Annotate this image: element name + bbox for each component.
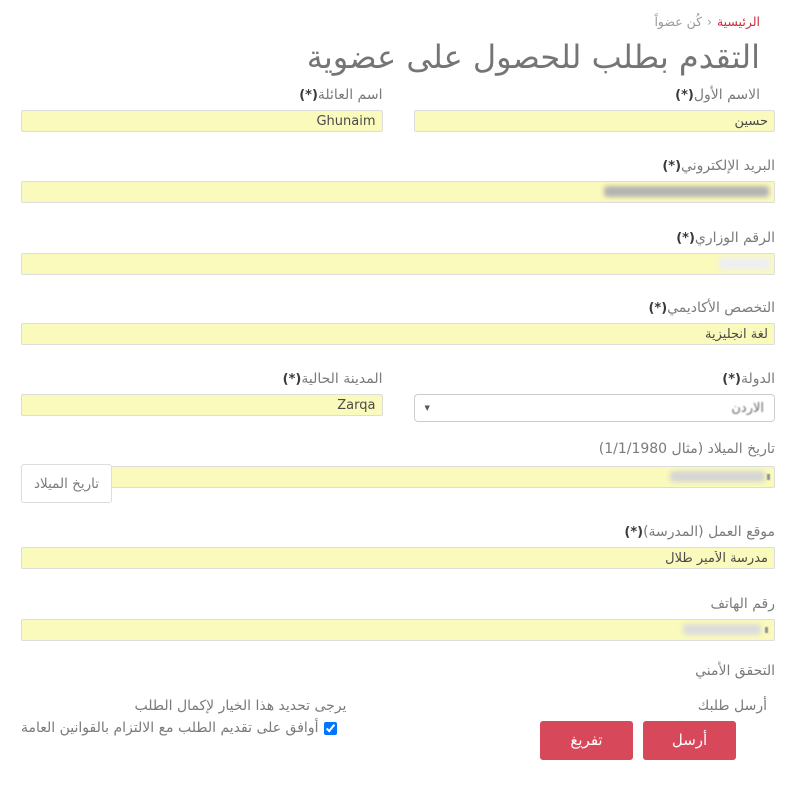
security-section (21, 698, 346, 737)
security-instruction: يرجى تحديد هذا الخيار لإكمال الطلب (134, 698, 347, 714)
academic-major-group (21, 300, 775, 345)
country-group (414, 371, 776, 422)
submit-section-label: أرسل طلبك (697, 698, 767, 714)
birth-date-label: تاريخ الميلاد (مثال 1/1/1980) (598, 441, 775, 457)
required-mark: (*) (675, 88, 694, 103)
first-name-group (414, 87, 776, 132)
required-mark: (*) (624, 525, 644, 540)
email-label: البريد الإلكتروني(*) (662, 158, 775, 174)
city-label: المدينة الحالية(*) (282, 371, 383, 387)
country-label: الدولة(*) (722, 371, 775, 387)
email-group (21, 158, 775, 203)
last-name-group (21, 87, 383, 132)
phone-group (21, 596, 775, 641)
required-mark: (*) (722, 372, 741, 387)
ministry-number-input-wrap (21, 253, 775, 275)
workplace-input[interactable] (21, 547, 775, 569)
email-input-wrap (21, 181, 775, 203)
agree-row (21, 720, 346, 737)
birth-date-group (21, 441, 775, 504)
first-name-input[interactable] (414, 110, 776, 132)
required-mark: (*) (676, 231, 695, 246)
required-mark: (*) (299, 88, 318, 103)
workplace-label: موقع العمل (المدرسة)(*) (624, 524, 775, 540)
email-input[interactable] (21, 181, 775, 203)
academic-major-input[interactable] (21, 323, 775, 345)
breadcrumb-home-link[interactable]: الرئيسية (716, 14, 760, 29)
submit-section (540, 698, 775, 788)
required-mark: (*) (648, 301, 668, 316)
bottom-section (21, 698, 775, 788)
phone-input-wrap (21, 619, 775, 641)
agree-label: أوافق على تقديم الطلب مع الالتزام بالقوانين العامة (21, 720, 319, 736)
birth-date-row (21, 464, 775, 504)
clear-fields-button[interactable]: تفريغ الحقول (540, 721, 633, 760)
first-name-label: الاسم الأول(*) (675, 87, 760, 103)
agree-checkbox[interactable] (324, 722, 337, 735)
workplace-group (21, 524, 775, 569)
submit-buttons-row (540, 721, 775, 788)
ministry-number-label: الرقم الوزاري(*) (676, 230, 775, 246)
country-select[interactable] (414, 394, 776, 422)
breadcrumb (21, 0, 775, 29)
chevron-down-icon: ▼ (424, 403, 430, 412)
ministry-number-group (21, 230, 775, 275)
security-check-title: التحقق الأمني (695, 663, 775, 679)
city-group (21, 371, 383, 416)
last-name-input[interactable] (21, 110, 383, 132)
country-selected-value: الاردن (731, 400, 764, 416)
breadcrumb-separator-icon: › (707, 15, 712, 29)
required-mark: (*) (662, 159, 682, 174)
phone-label: رقم الهاتف (710, 596, 775, 612)
city-input[interactable] (21, 394, 383, 416)
country-city-row (21, 371, 775, 422)
name-row (21, 87, 775, 132)
ministry-number-input[interactable] (21, 253, 775, 275)
last-name-label: اسم العائلة(*) (299, 87, 383, 103)
birth-date-picker-button[interactable]: تاريخ الميلاد (21, 464, 112, 503)
phone-input[interactable] (21, 619, 775, 641)
required-mark: (*) (282, 372, 302, 387)
breadcrumb-current: كُن عضواً (654, 14, 703, 29)
send-request-button[interactable]: أرسل طلبك (643, 721, 736, 760)
page-title: التقدم بطلب للحصول على عضوية (306, 38, 760, 76)
academic-major-label: التخصص الأكاديمي(*) (648, 300, 775, 316)
birth-date-input[interactable] (21, 466, 775, 488)
